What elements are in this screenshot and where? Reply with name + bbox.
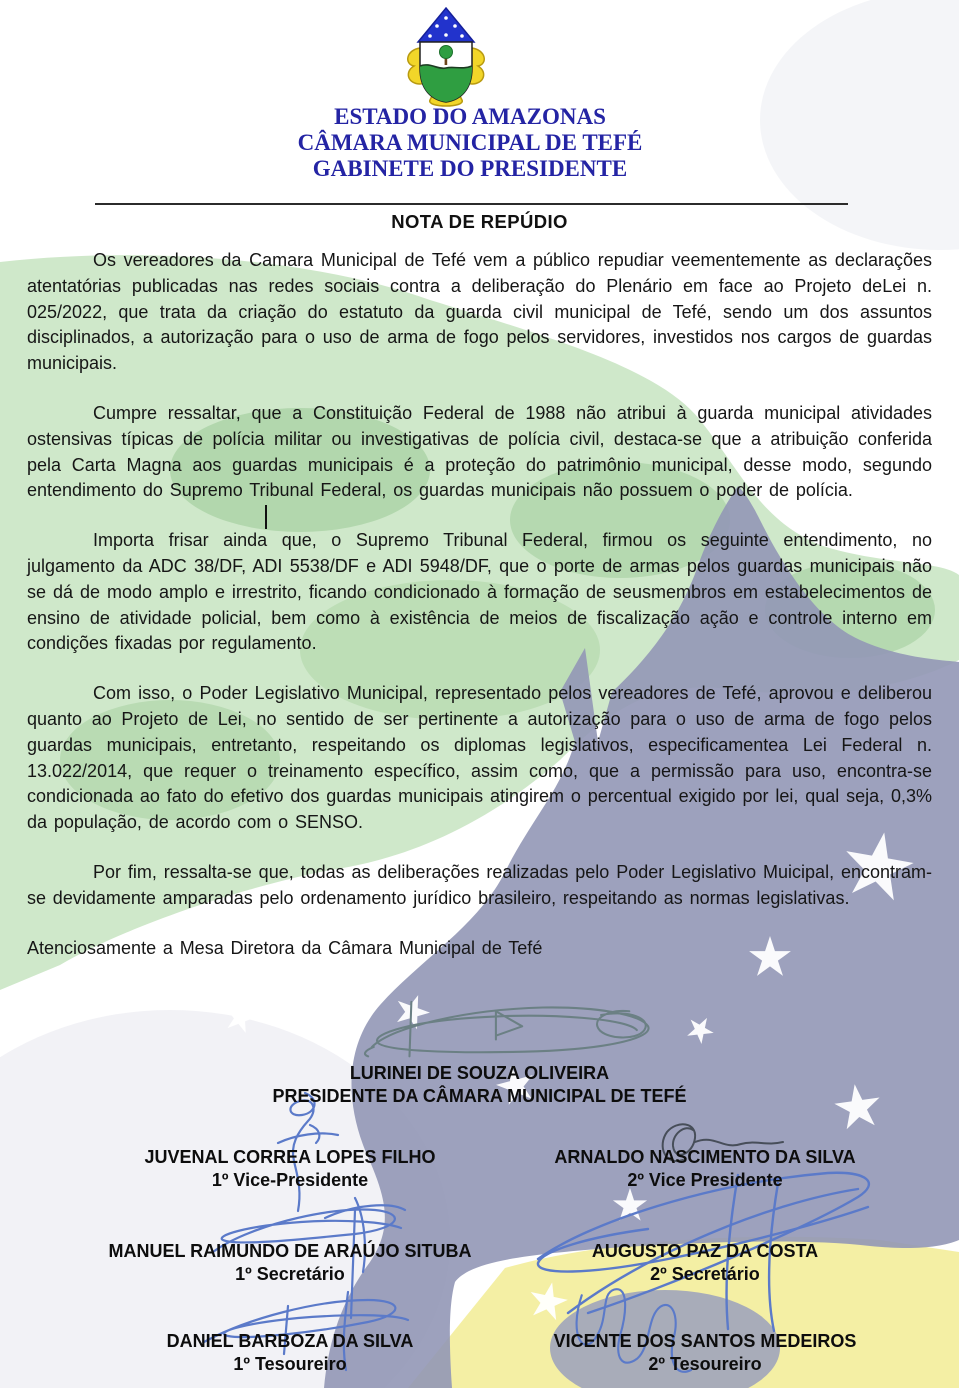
letterhead-line2: CÂMARA MUNICIPAL DE TEFÉ bbox=[297, 130, 643, 155]
letterhead-line1: ESTADO DO AMAZONAS bbox=[334, 104, 606, 129]
letterhead bbox=[0, 104, 940, 182]
president-role: PRESIDENTE DA CÂMARA MUNICIPAL DE TEFÉ bbox=[272, 1086, 687, 1106]
text-cursor bbox=[265, 505, 267, 529]
document-title: NOTA DE REPÚDIO bbox=[391, 211, 568, 232]
member-block-vicente bbox=[470, 1330, 940, 1376]
member-name: MANUEL RAIMUNDO DE ARAÚJO SITUBA bbox=[108, 1241, 472, 1261]
member-name: VICENTE DOS SANTOS MEDEIROS bbox=[553, 1331, 857, 1351]
member-role: 1º Tesoureiro bbox=[233, 1354, 347, 1374]
member-name: DANIEL BARBOZA DA SILVA bbox=[166, 1331, 414, 1351]
coat-of-arms-icon bbox=[400, 6, 492, 110]
member-block-augusto bbox=[470, 1240, 940, 1286]
president-block bbox=[0, 1062, 959, 1108]
paragraph-3: Importa frisar ainda que, o Supremo Tribunal Federal, firmou os seguinte entendimento, no julgamento da ADC 38/DF, ADI 5538/DF e ADI 5948/DF, que o porte de armas pelos guardas municipais não se dá de modo amplo e irrestrito, ficando condicionado à formação de seusmembros em estabelecimentos de ensino de atividade policial, bem como à existência de meios de fiscalização ação e controle interno em condições fixadas por regulamento. bbox=[27, 530, 932, 654]
member-block-arnaldo bbox=[470, 1146, 940, 1192]
member-name: AUGUSTO PAZ DA COSTA bbox=[591, 1241, 819, 1261]
paragraph-2: Cumpre ressaltar, que a Constituição Federal de 1988 não atribui à guarda municipal atividades ostensivas típicas de polícia militar ou investigativas de polícia civil, destaca-se que a atribuição conferida pela Carta Magna aos guardas municipais é a proteção do patrimônio municipal, desse modo, segundo entendimento do Supremo Tribunal Federal, os guardas municipais não possuem o poder de polícia. bbox=[27, 402, 932, 501]
member-block-daniel bbox=[60, 1330, 520, 1376]
member-role: 1º Secretário bbox=[235, 1264, 345, 1284]
paragraph-1: Os vereadores da Camara Municipal de Tefé vem a público repudiar veementemente as declarações atentatórias publicadas nas redes sociais contra a deliberação do Plenário em face ao Projeto deLei n. 025/2022, que trata da criação do estatuto da guarda civil municipal de Tefé, sendo um dos assuntos disciplinados, a autorização para o uso de arma de fogo pelos servidores, investidos nos cargos de guardas municipais. bbox=[27, 250, 932, 374]
member-block-manuel bbox=[60, 1240, 520, 1286]
member-role: 2º Secretário bbox=[650, 1264, 760, 1284]
member-role: 1º Vice-Presidente bbox=[211, 1170, 369, 1190]
paragraph-5: Por fim, ressalta-se que, todas as deliberações realizadas pelo Poder Legislativo Muicipal, encontram-se devidamente amparadas pelo ordenamento jurídico brasileiro, respeitando as normas legislativas. bbox=[27, 861, 932, 908]
member-role: 2º Vice Presidente bbox=[627, 1170, 783, 1190]
closing-line: Atenciosamente a Mesa Diretora da Câmara Municipal de Tefé bbox=[27, 937, 543, 958]
letterhead-line3: GABINETE DO PRESIDENTE bbox=[312, 156, 628, 181]
president-name: LURINEI DE SOUZA OLIVEIRA bbox=[349, 1063, 610, 1083]
member-role: 2º Tesoureiro bbox=[648, 1354, 762, 1374]
header-divider bbox=[95, 203, 848, 205]
member-block-juvenal bbox=[60, 1146, 520, 1192]
member-name: JUVENAL CORREA LOPES FILHO bbox=[144, 1147, 436, 1167]
paragraph-4: Com isso, o Poder Legislativo Municipal, representado pelos vereadores de Tefé, aprovou e deliberou quanto ao Projeto de Lei, no sentido de ser pertinente a autorização para o uso de arma de fogo pelos guardas municipais, entretanto, respeitando os diplomas legislativos, especificamentea Lei Federal n. 13.022/2014, que requer o treinamento específico, assim como, que a permissão para uso, encontra-se condicionada ao fato do efetivo dos guardas municipais atingirem o percentual exigido por lei, qual seja, 0,3% da população, de acordo com o SENSO. bbox=[27, 683, 932, 833]
member-name: ARNALDO NASCIMENTO DA SILVA bbox=[554, 1147, 856, 1167]
document-body bbox=[27, 248, 932, 985]
